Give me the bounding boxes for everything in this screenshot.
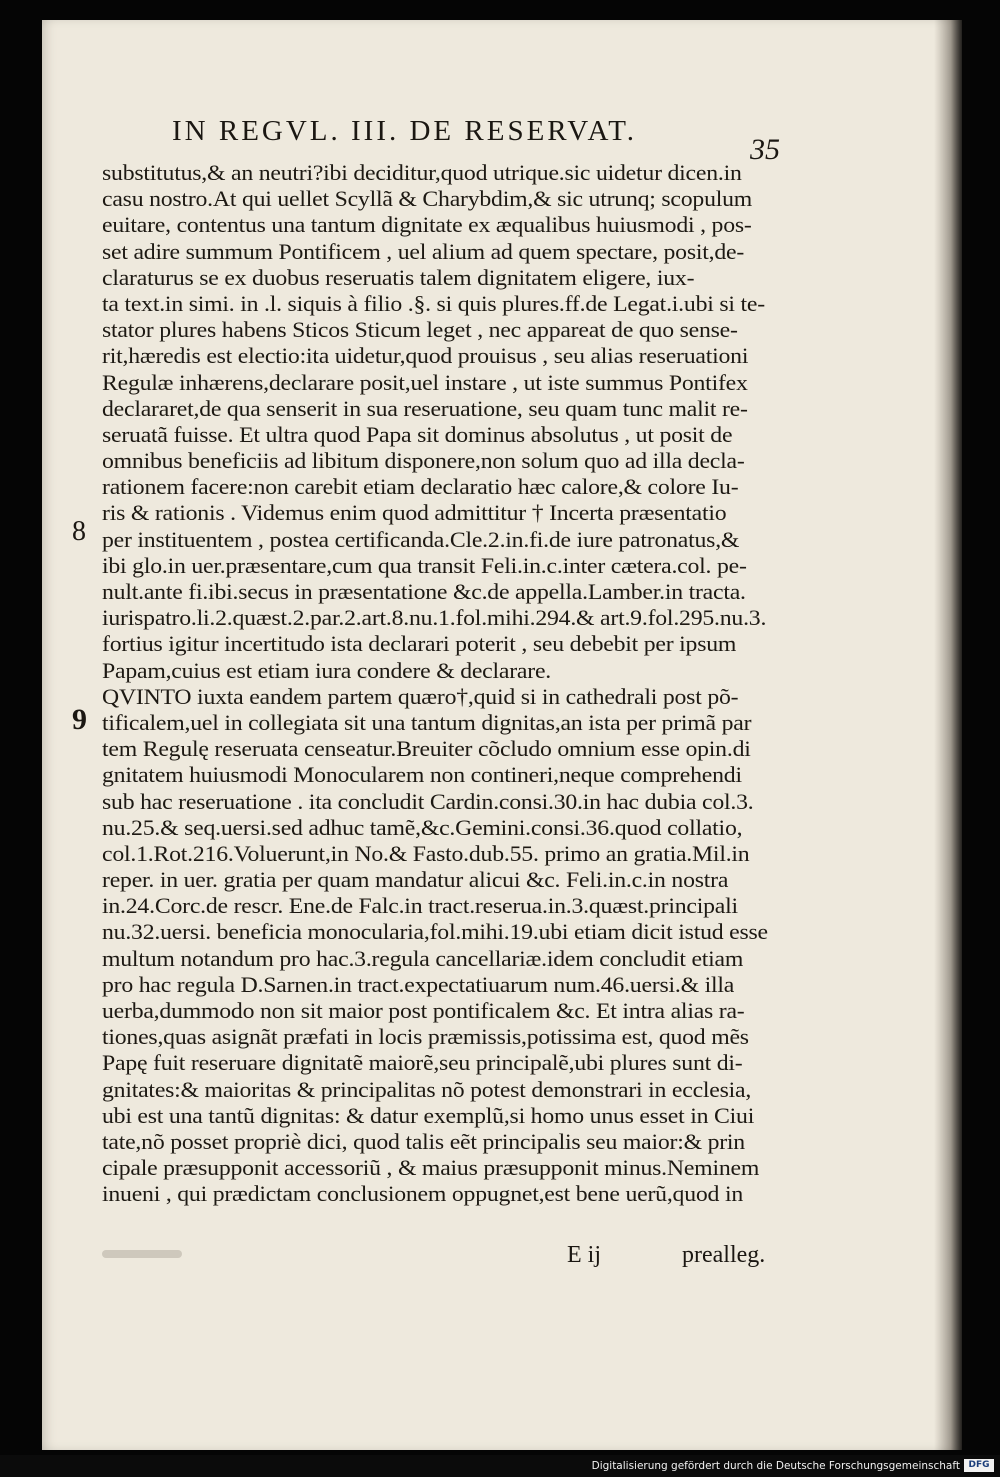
page-gutter-shadow xyxy=(934,20,962,1450)
text-line: euitare, contentus una tantum dignitate ex æqualibus huiusmodi , pos- xyxy=(102,212,752,238)
text-line: reper. in uer. gratia per quam mandatur alicui &c. Feli.in.c.in nostra xyxy=(102,867,729,893)
text-line: tiones,quas asignãt præfati in locis præmissis,potissima est, quod mẽs xyxy=(102,1024,749,1050)
text-line: multum notandum pro hac.3.regula cancellariæ.idem concludit etiam xyxy=(102,945,744,971)
catchword: prealleg. xyxy=(682,1242,766,1268)
text-line: seruatã fuisse. Et ultra quod Papa sit dominus absolutus , ut posit de xyxy=(102,421,733,447)
text-line: in.24.Corc.de rescr. Ene.de Falc.in tract.reserua.in.3.quæst.principali xyxy=(102,893,738,919)
text-line: casu nostro.At qui uellet Scyllã & Charybdim,& sic utrunq; scopulum xyxy=(102,186,753,212)
footer-credit: Digitalisierung gefördert durch die Deutsche Forschungsgemeinschaft xyxy=(591,1460,960,1472)
text-line: rationem facere:non carebit etiam declaratio hæc calore,& colore Iu- xyxy=(102,474,739,500)
text-line: gnitatem huiusmodi Monocularem non contineri,neque comprehendi xyxy=(102,762,742,788)
text-line: ubi est una tantũ dignitas: & datur exemplũ,si homo unus esset in Ciui xyxy=(102,1102,755,1128)
text-line: inueni , qui prædictam conclusionem oppugnet,est bene uerũ,quod in xyxy=(102,1181,743,1207)
text-line: declararet,de qua senserit in sua reseruatione, seu quam tunc malit re- xyxy=(102,395,748,421)
text-line: gnitates:& maioritas & principalitas nõ potest demonstrari in ecclesia, xyxy=(102,1076,752,1102)
text-line: substitutus,& an neutri?ibi deciditur,quod utrique.sic uidetur dicen.in xyxy=(102,160,742,185)
text-line: ta text.in simi. in .l. siquis à filio .§. si quis plures.ff.de Legat.i.ubi si te- xyxy=(102,290,765,316)
text-line: omnibus beneficiis ad libitum disponere,non solum quo ad illa decla- xyxy=(102,448,745,474)
text-line: claraturus se ex duobus reseruatis talem dignitatem eligere, iux- xyxy=(102,264,695,290)
text-line: fortius igitur incertitudo ista declarari poterit , seu debebit per ipsum xyxy=(102,631,737,657)
text-line: nult.ante fi.ibi.secus in præsentatione &c.de appella.Lamber.in tracta. xyxy=(102,579,746,604)
text-line: tificalem,uel in collegiata sit una tantum dignitas,an ista per primã par xyxy=(102,709,752,735)
text-line: set adire summum Pontificem , uel alium ad quem spectare, posit,de- xyxy=(102,238,745,264)
text-line: QVINTO iuxta eandem partem quæro†,quid si in cathedrali post põ- xyxy=(102,683,739,709)
margin-note: 9 xyxy=(72,703,87,736)
dfg-logo-icon: DFG xyxy=(964,1459,994,1472)
running-head: IN REGVL. III. DE RESERVAT. xyxy=(172,115,638,147)
text-line: tem Regulę reseruata censeatur.Breuiter cõcludo omnium esse opin.di xyxy=(102,736,751,762)
text-line: nu.32.uersi. beneficia monocularia,fol.mihi.19.ubi etiam dicit istud esse xyxy=(102,919,768,945)
folio-number: 35 xyxy=(750,133,780,166)
text-line: ris & rationis . Videmus enim quod admittitur † Incerta præsentatio xyxy=(102,500,727,526)
text-line: Papam,cuius est etiam iura condere & declarare. xyxy=(102,657,552,683)
text-line: tate,nõ posset propriè dici, quod talis eẽt principalis seu maior:& prin xyxy=(102,1128,745,1154)
text-line: sub hac reseruatione . ita concludit Cardin.consi.30.in hac dubia col.3. xyxy=(102,788,754,814)
text-line: nu.25.& seq.uersi.sed adhuc tamẽ,&c.Gemini.consi.36.quod collatio, xyxy=(102,814,743,840)
text-line: uerba,dummodo non sit maior post pontificalem &c. Et intra alias ra- xyxy=(102,998,745,1023)
margin-note: 8 xyxy=(72,516,86,547)
ink-smudge xyxy=(102,1250,182,1258)
text-line: ibi glo.in uer.præsentare,cum qua transit Feli.in.c.inter cætera.col. pe- xyxy=(102,552,747,578)
text-line: col.1.Rot.216.Voluerunt,in No.& Fasto.dub.55. primo an gratia.Mil.in xyxy=(102,840,750,866)
text-line: Papę fuit reseruare dignitatẽ maiorẽ,seu principalẽ,ubi plures sunt di- xyxy=(102,1050,743,1076)
text-line: stator plures habens Sticos Sticum leget , nec appareat de quo sense- xyxy=(102,317,738,343)
book-page xyxy=(42,20,962,1450)
text-line: per instituentem , postea certificanda.Cle.2.in.fi.de iure patronatus,& xyxy=(102,526,740,552)
signature-mark: E ij xyxy=(567,1242,601,1268)
text-line: cipale præsupponit accessoriũ , & maius præsupponit minus.Neminem xyxy=(102,1155,760,1181)
text-line: pro hac regula D.Sarnen.in tract.expectatiuarum num.46.uersi.& illa xyxy=(102,971,735,997)
text-line: Regulæ inhærens,declarare posit,uel instare , ut iste summus Pontifex xyxy=(102,369,748,395)
text-line: rit,hæredis est electio:ita uidetur,quod prouisus , seu alias reseruationi xyxy=(102,343,749,369)
text-line: iurispatro.li.2.quæst.2.par.2.art.8.nu.1.fol.mihi.294.& art.9.fol.295.nu.3. xyxy=(102,605,767,631)
body-text xyxy=(102,160,822,1208)
